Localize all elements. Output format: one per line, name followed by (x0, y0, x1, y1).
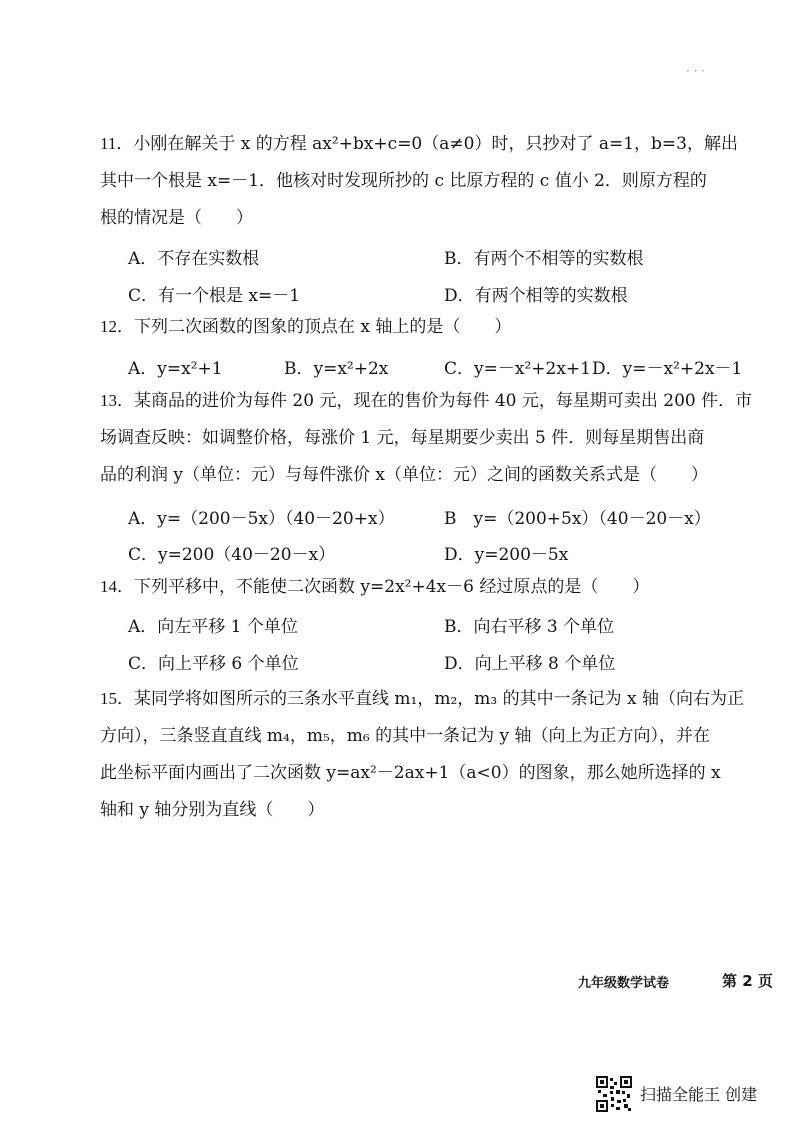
option-c: C．有一个根是 x=－1 (128, 286, 301, 306)
question-15-line2: 方向），三条竖直直线 m₄，m₅，m₆ 的其中一条记为 y 轴（向上为正方向），并在 (100, 726, 711, 746)
question-number: 13． (100, 391, 134, 410)
question-text: 小刚在解关于 x 的方程 ax²+bx+c=0（a≠0）时，只抄对了 a=1，b=3，解出 (133, 134, 738, 154)
question-number: 15． (100, 689, 134, 708)
question-12 (100, 308, 770, 346)
question-14 (100, 568, 770, 606)
question-15-line4: 轴和 y 轴分别为直线（ ） (100, 800, 325, 820)
option-d: D．y=200－5x (444, 545, 569, 565)
question-text: 下列二次函数的图象的顶点在 x 轴上的是（ ） (134, 317, 512, 337)
option-b: B．向右平移 3 个单位 (444, 617, 615, 637)
question-11-line3: 根的情况是（ ） (100, 208, 253, 228)
question-11-line1 (100, 125, 770, 163)
question-number: 14． (100, 577, 134, 596)
option-b: B．有两个不相等的实数根 (444, 249, 644, 269)
question-13 (100, 382, 770, 494)
option-c: C．y=－x²+2x+1 (444, 359, 591, 379)
option-c: C．向上平移 6 个单位 (128, 654, 299, 674)
page-number: 第 2 页 (722, 972, 773, 990)
scanner-watermark-label: 扫描全能王 创建 (640, 1085, 758, 1104)
qr-code-icon (596, 1076, 632, 1112)
scan-mark: · · · (686, 64, 706, 78)
option-c: C．y=200（40－20－x） (128, 545, 336, 565)
question-15 (100, 680, 770, 829)
option-d: D．向上平移 8 个单位 (444, 654, 616, 674)
question-text: 某同学将如图所示的三条水平直线 m₁，m₂，m₃ 的其中一条记为 x 轴（向右为正 (134, 689, 745, 709)
exam-title: 九年级数学试卷 (578, 976, 670, 991)
question-text: 下列平移中，不能使二次函数 y=2x²+4x－6 经过原点的是（ ） (134, 577, 650, 597)
question-13-line2: 场调查反映：如调整价格，每涨价 1 元，每星期要少卖出 5 件．则每星期售出商 (100, 428, 705, 448)
question-text: 某商品的进价为每件 20 元，现在的售价为每件 40 元，每星期可卖出 200 件．市 (134, 391, 753, 411)
option-a: A．y=x²+1 (128, 359, 223, 379)
option-a: A．向左平移 1 个单位 (128, 617, 298, 637)
option-b: B．y=x²+2x (284, 359, 389, 379)
question-number: 11． (100, 134, 134, 153)
option-d: D．y=－x²+2x－1 (592, 359, 743, 379)
question-number: 12． (100, 317, 134, 336)
option-a: A．不存在实数根 (128, 249, 260, 269)
option-d: D．有两个相等的实数根 (444, 286, 628, 306)
question-13-line3: 品的利润 y（单位：元）与每件涨价 x（单位：元）之间的函数关系式是（ ） (100, 465, 708, 485)
option-b: B y=（200+5x）（40－20－x） (444, 509, 711, 529)
question-15-line3: 此坐标平面内画出了二次函数 y=ax²－2ax+1（a<0）的图象，那么她所选择的 x (100, 763, 721, 783)
question-11 (100, 125, 770, 237)
question-11-line2: 其中一个根是 x=－1．他核对时发现所抄的 c 比原方程的 c 值小 2．则原方程的 (100, 171, 707, 191)
option-a: A．y=（200－5x）（40－20+x） (128, 509, 395, 529)
